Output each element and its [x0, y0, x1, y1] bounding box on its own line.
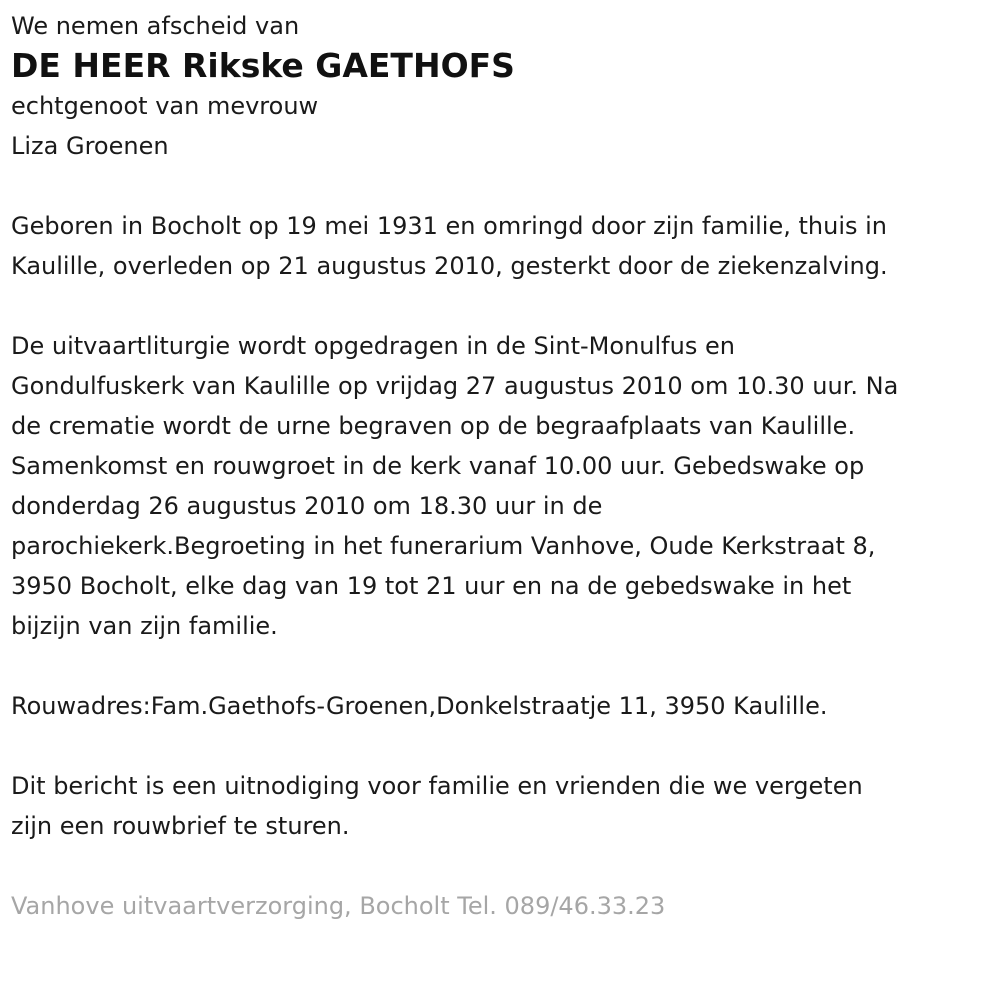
deceased-name: DE HEER Rikske GAETHOFS [11, 46, 515, 85]
invitation-paragraph: Dit bericht is een uitnodiging voor familie en vrienden die we vergeten zijn een rouwbrief te sturen. [11, 772, 863, 840]
spouse-line-1: echtgenoot van mevrouw [11, 92, 319, 120]
ceremony-paragraph: De uitvaartliturgie wordt opgedragen in de Sint-Monulfus en Gondulfuskerk van Kaulille op vrijdag 27 augustus 2010 om 10.30 uur. Na de crematie wordt de urne begraven op de begraafplaats van Kaulille. Samenkomst en rouwgroet in de kerk vanaf 10.00 uur. Gebedswake op donderdag 26 augustus 2010 om 18.30 uur in de parochiekerk.Begroeting in het funerarium Vanhove, Oude Kerkstraat 8, 3950 Bocholt, elke dag van 19 tot 21 uur en na de gebedswake in het bijzijn van zijn familie. [11, 332, 899, 640]
spacer [11, 166, 989, 206]
spouse-line-2: Liza Groenen [11, 132, 169, 160]
obituary-notice [11, 6, 989, 926]
spacer [11, 286, 989, 326]
spacer [11, 846, 989, 886]
spacer [11, 646, 989, 686]
birth-death-paragraph: Geboren in Bocholt op 19 mei 1931 en omringd door zijn familie, thuis in Kaulille, overleden op 21 augustus 2010, gesterkt door de ziekenzalving. [11, 212, 888, 280]
funeral-home-footer: Vanhove uitvaartverzorging, Bocholt Tel. 089/46.33.23 [11, 892, 666, 920]
intro-text: We nemen afscheid van [11, 12, 300, 40]
spacer [11, 726, 989, 766]
mourning-address: Rouwadres:Fam.Gaethofs-Groenen,Donkelstraatje 11, 3950 Kaulille. [11, 692, 828, 720]
